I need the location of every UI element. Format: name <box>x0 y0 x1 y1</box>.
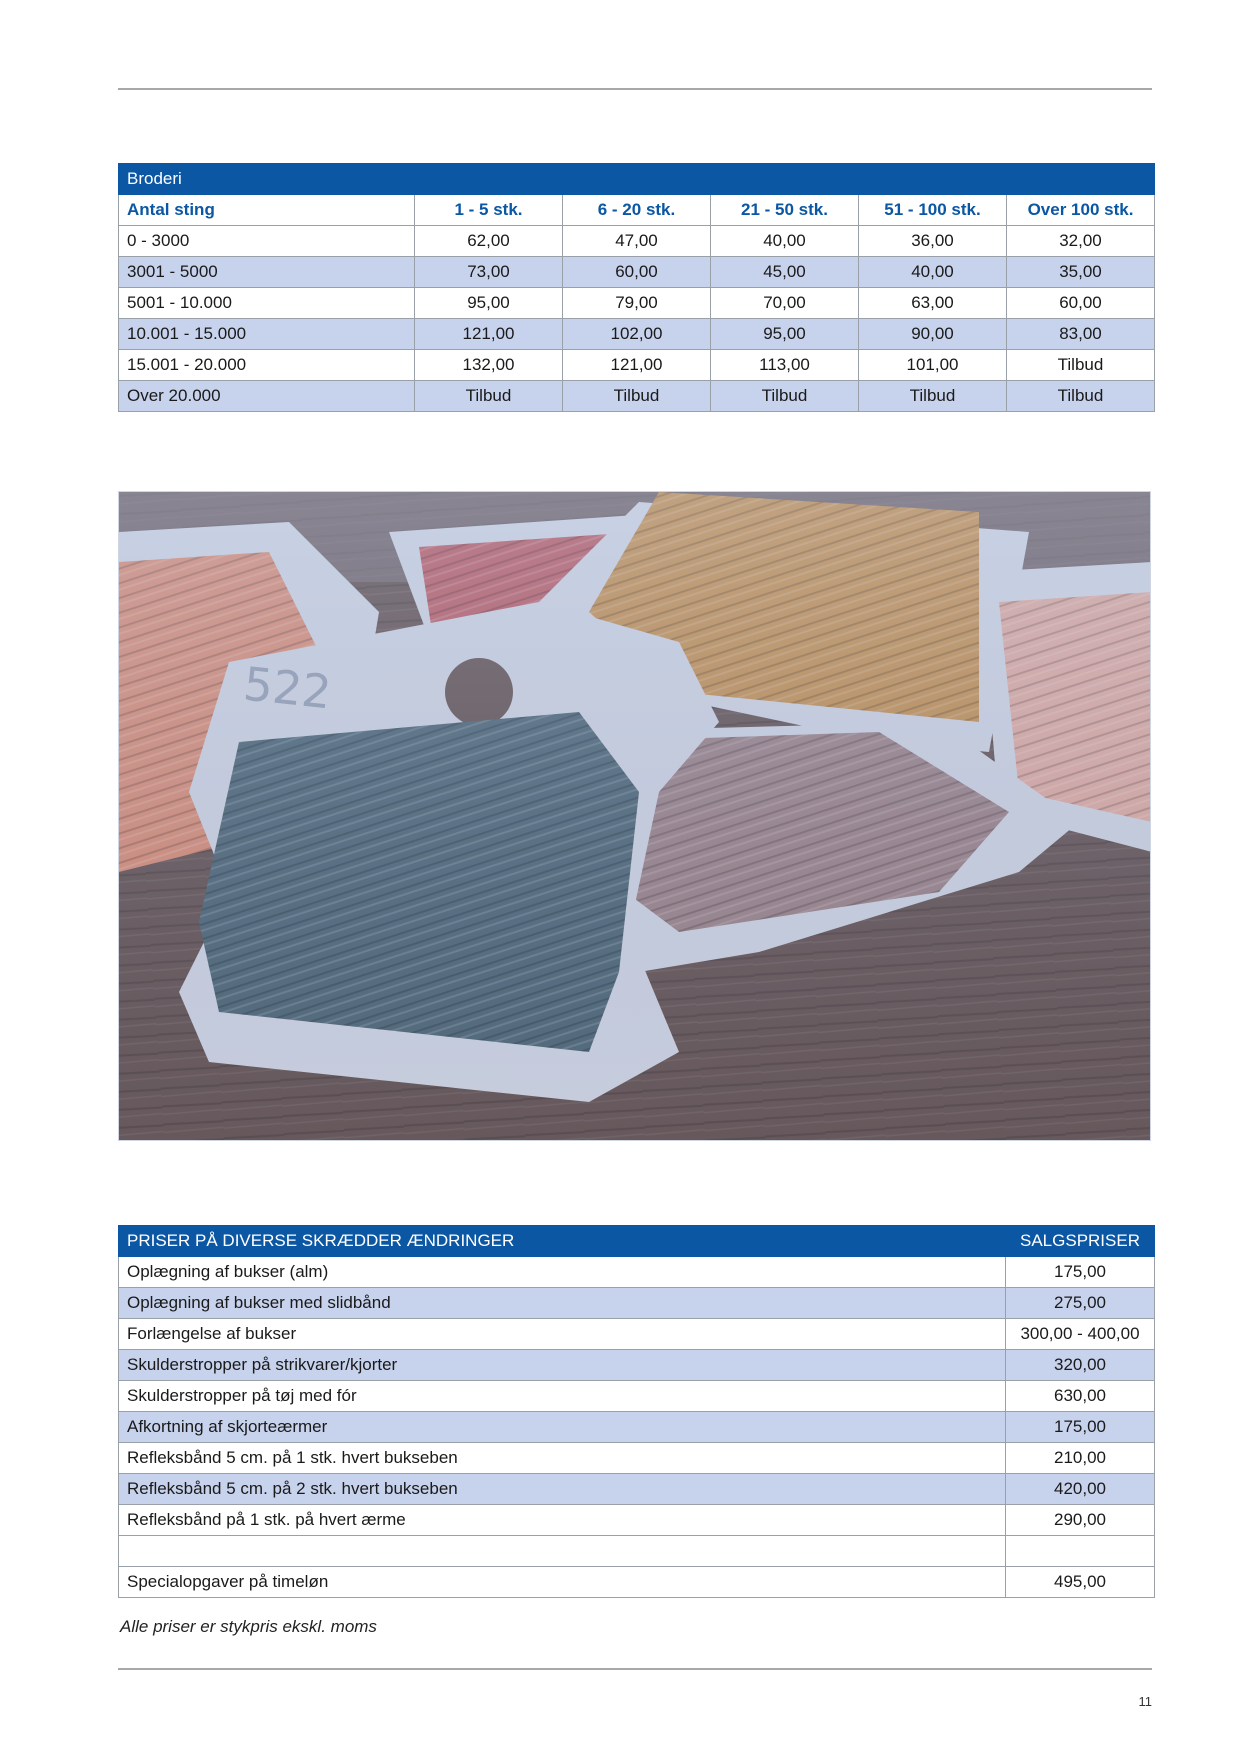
price-cell: 90,00 <box>859 319 1007 350</box>
table-row <box>119 1288 1155 1319</box>
price-cell: Tilbud <box>859 381 1007 412</box>
stitch-range: 10.001 - 15.000 <box>119 319 415 350</box>
stitch-range: Over 20.000 <box>119 381 415 412</box>
price-cell: 60,00 <box>1007 288 1155 319</box>
table-row <box>119 319 1155 350</box>
column-header: Antal sting <box>119 195 415 226</box>
service-name: Afkortning af skjorteærmer <box>119 1412 1006 1443</box>
stitch-range: 15.001 - 20.000 <box>119 350 415 381</box>
service-name: Specialopgaver på timeløn <box>119 1567 1006 1598</box>
price-cell: 32,00 <box>1007 226 1155 257</box>
table-row <box>119 1350 1155 1381</box>
bottom-divider <box>118 1668 1152 1670</box>
price-cell: 60,00 <box>563 257 711 288</box>
table-row <box>119 1505 1155 1536</box>
stitch-range: 0 - 3000 <box>119 226 415 257</box>
service-name: Refleksbånd 5 cm. på 1 stk. hvert bukseben <box>119 1443 1006 1474</box>
price-cell: 70,00 <box>711 288 859 319</box>
price-cell: 79,00 <box>563 288 711 319</box>
price-cell: 113,00 <box>711 350 859 381</box>
price-cell: 102,00 <box>563 319 711 350</box>
service-name: Refleksbånd 5 cm. på 2 stk. hvert bukseben <box>119 1474 1006 1505</box>
price-cell: 95,00 <box>711 319 859 350</box>
table-row <box>119 1443 1155 1474</box>
table-row <box>119 1474 1155 1505</box>
table-row <box>119 226 1155 257</box>
column-header: 21 - 50 stk. <box>711 195 859 226</box>
price-cell: Tilbud <box>563 381 711 412</box>
price-cell: 35,00 <box>1007 257 1155 288</box>
column-header: 1 - 5 stk. <box>415 195 563 226</box>
price-cell: 121,00 <box>415 319 563 350</box>
service-name <box>119 1536 1006 1567</box>
table-row <box>119 1412 1155 1443</box>
page-number: 11 <box>1138 1694 1152 1709</box>
price-cell: 40,00 <box>859 257 1007 288</box>
stitch-range: 5001 - 10.000 <box>119 288 415 319</box>
price-cell: Tilbud <box>1007 350 1155 381</box>
table-row <box>119 350 1155 381</box>
service-price: 320,00 <box>1006 1350 1155 1381</box>
price-cell: 63,00 <box>859 288 1007 319</box>
service-price: 210,00 <box>1006 1443 1155 1474</box>
service-name: Skulderstropper på strikvarer/kjorter <box>119 1350 1006 1381</box>
table-row <box>119 288 1155 319</box>
sales-price-header: SALGSPRISER <box>1006 1226 1155 1257</box>
service-price: 495,00 <box>1006 1567 1155 1598</box>
service-name: Oplægning af bukser (alm) <box>119 1257 1006 1288</box>
price-cell: Tilbud <box>415 381 563 412</box>
price-cell: 47,00 <box>563 226 711 257</box>
service-name: Forlængelse af bukser <box>119 1319 1006 1350</box>
embroidery-thread-photo <box>118 491 1151 1141</box>
table-row <box>119 381 1155 412</box>
column-header: 6 - 20 stk. <box>563 195 711 226</box>
service-price: 175,00 <box>1006 1257 1155 1288</box>
service-name: Skulderstropper på tøj med fór <box>119 1381 1006 1412</box>
price-cell: 95,00 <box>415 288 563 319</box>
price-cell: Tilbud <box>1007 381 1155 412</box>
price-cell: 101,00 <box>859 350 1007 381</box>
service-price: 420,00 <box>1006 1474 1155 1505</box>
service-name: Oplægning af bukser med slidbånd <box>119 1288 1006 1319</box>
price-cell: 40,00 <box>711 226 859 257</box>
skraedder-price-table <box>118 1225 1155 1598</box>
column-header: Over 100 stk. <box>1007 195 1155 226</box>
vat-note: Alle priser er stykpris ekskl. moms <box>120 1617 377 1636</box>
price-cell: Tilbud <box>711 381 859 412</box>
table-row <box>119 1381 1155 1412</box>
price-cell: 132,00 <box>415 350 563 381</box>
service-price: 300,00 - 400,00 <box>1006 1319 1155 1350</box>
table-row-empty <box>119 1536 1155 1567</box>
price-cell: 83,00 <box>1007 319 1155 350</box>
price-cell: 62,00 <box>415 226 563 257</box>
service-price: 290,00 <box>1006 1505 1155 1536</box>
stitch-range: 3001 - 5000 <box>119 257 415 288</box>
service-price <box>1006 1536 1155 1567</box>
broderi-price-table <box>118 163 1155 412</box>
price-cell: 45,00 <box>711 257 859 288</box>
table-row <box>119 257 1155 288</box>
table-row <box>119 1319 1155 1350</box>
column-header: 51 - 100 stk. <box>859 195 1007 226</box>
price-cell: 121,00 <box>563 350 711 381</box>
broderi-title: Broderi <box>119 164 1155 195</box>
top-divider <box>118 88 1152 90</box>
price-cell: 36,00 <box>859 226 1007 257</box>
service-name: Refleksbånd på 1 stk. på hvert ærme <box>119 1505 1006 1536</box>
skraedder-header: PRISER PÅ DIVERSE SKRÆDDER ÆNDRINGER <box>119 1226 1006 1257</box>
table-row <box>119 1567 1155 1598</box>
table-row <box>119 1257 1155 1288</box>
service-price: 630,00 <box>1006 1381 1155 1412</box>
service-price: 275,00 <box>1006 1288 1155 1319</box>
service-price: 175,00 <box>1006 1412 1155 1443</box>
price-cell: 73,00 <box>415 257 563 288</box>
